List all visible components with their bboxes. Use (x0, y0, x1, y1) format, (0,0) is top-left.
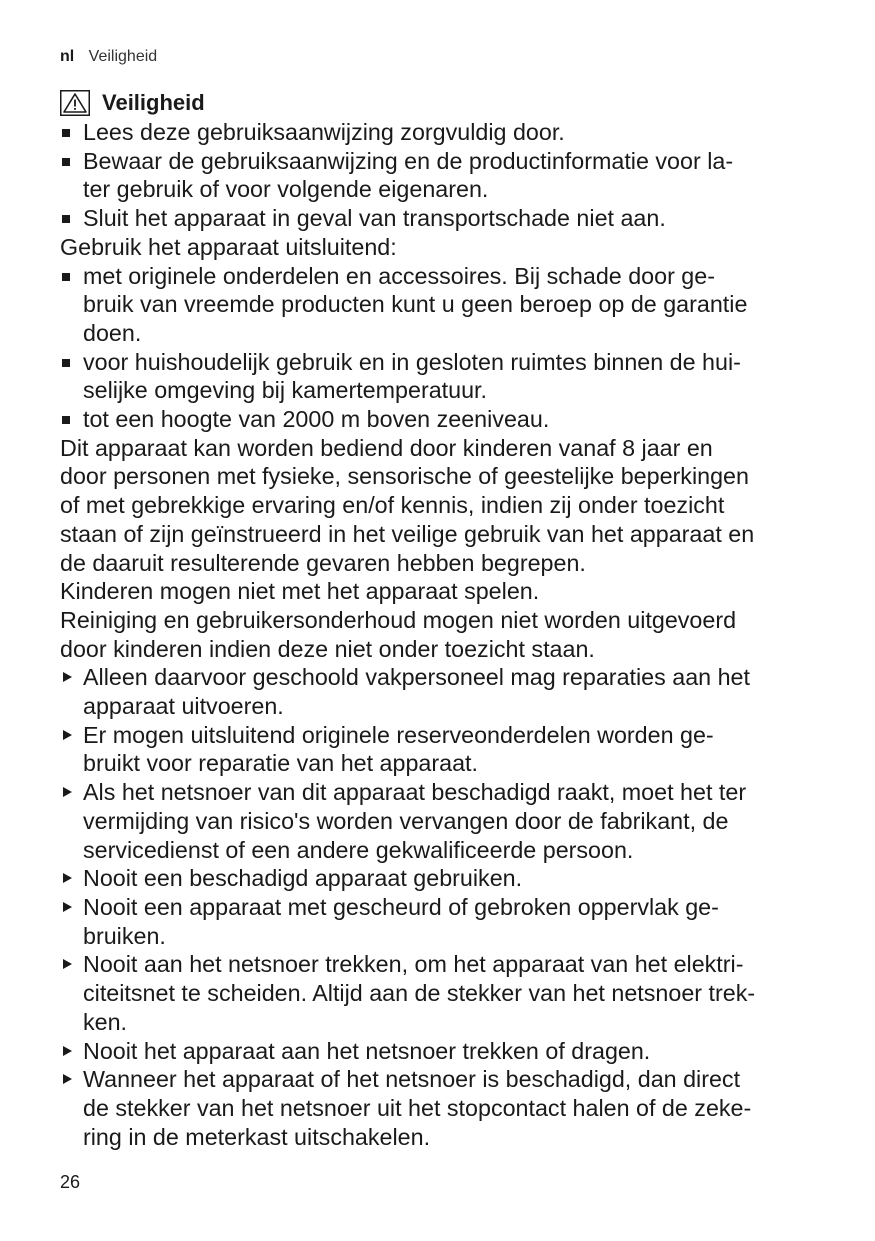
paragraph: Kinderen mogen niet met het apparaat spelen. (60, 578, 540, 605)
instruction-item: Er mogen uitsluitend originele reserveonderdelen worden ge- bruikt voor reparatie van het apparaat. (60, 721, 830, 778)
instruction-item: Alleen daarvoor geschoold vakpersoneel mag reparaties aan het apparaat uitvoeren. (60, 663, 830, 720)
arrow-right-icon (63, 1046, 72, 1056)
section-heading (60, 88, 830, 118)
instruction-item: Nooit een beschadigd apparaat gebruiken. (60, 864, 830, 893)
arrow-right-icon (63, 730, 72, 740)
arrow-right-icon (63, 902, 72, 912)
arrow-right-icon (63, 1074, 72, 1084)
bullet-square-icon (62, 273, 70, 281)
header-section: Veiligheid (88, 48, 158, 65)
bullet-square-icon (62, 129, 70, 137)
page-title: Veiligheid (102, 89, 205, 115)
list-item: Lees deze gebruiksaanwijzing zorgvuldig door. (60, 118, 830, 147)
list-item: tot een hoogte van 2000 m boven zeeniveau. (60, 405, 830, 434)
bullet-square-icon (62, 416, 70, 424)
arrow-right-icon (63, 873, 72, 883)
list-item (60, 147, 830, 204)
list-item: voor huishoudelijk gebruik en in gesloten ruimtes binnen de hui- selijke omgeving bij kamertemperatuur. (60, 348, 830, 405)
bullet-square-icon (62, 158, 70, 166)
header-language: nl (60, 48, 75, 65)
running-header (60, 47, 157, 67)
paragraph: Reiniging en gebruikersonderhoud mogen niet worden uitgevoerd door kinderen indien deze niet onder toezicht staan. (60, 606, 737, 662)
instruction-item: Wanneer het apparaat of het netsnoer is beschadigd, dan direct de stekker van het netsnoer uit het stopcontact halen of de zeke- ring in de meterkast uitschakelen. (60, 1065, 830, 1151)
list-item: met originele onderdelen en accessoires. Bij schade door ge- bruik van vreemde producten kunt u geen beroep op de garantie doen. (60, 262, 830, 348)
warning-triangle-icon (60, 90, 90, 116)
page-content (60, 88, 830, 1151)
paragraph: Dit apparaat kan worden bediend door kinderen vanaf 8 jaar en door personen met fysieke, sensorische of geestelijke beperkingen of met gebrekkige ervaring en/of kennis, indien zij onder toezicht staan of zijn geïnstrueerd in het veilige gebruik van het apparaat en de daaruit resulterende gevaren hebben begrepen. (60, 434, 755, 576)
bullet-square-icon (62, 359, 70, 367)
instruction-item: Nooit het apparaat aan het netsnoer trekken of dragen. (60, 1037, 830, 1066)
bullet-square-icon (62, 215, 70, 223)
intro-use: Gebruik het apparaat uitsluitend: (60, 233, 397, 260)
list-item: Sluit het apparaat in geval van transportschade niet aan. (60, 204, 830, 233)
arrow-right-icon (63, 787, 72, 797)
page-number: 26 (60, 1172, 81, 1192)
instruction-item: Nooit aan het netsnoer trekken, om het apparaat van het elektri- citeitsnet te scheiden. Altijd aan de stekker van het netsnoer trek- ken. (60, 950, 830, 1036)
instruction-item: Nooit een apparaat met gescheurd of gebroken oppervlak ge- bruiken. (60, 893, 830, 950)
li-text: Bewaar de gebruiksaanwijzing en de productinformatie voor la- ter gebruik of voor volgende eigenaren. (83, 147, 734, 203)
arrow-right-icon (63, 959, 72, 969)
arrow-right-icon (63, 672, 72, 682)
instruction-item: Als het netsnoer van dit apparaat beschadigd raakt, moet het ter vermijding van risico's worden vervangen door de fabrikant, de servicedienst of een andere gekwalificeerde persoon. (60, 778, 830, 864)
